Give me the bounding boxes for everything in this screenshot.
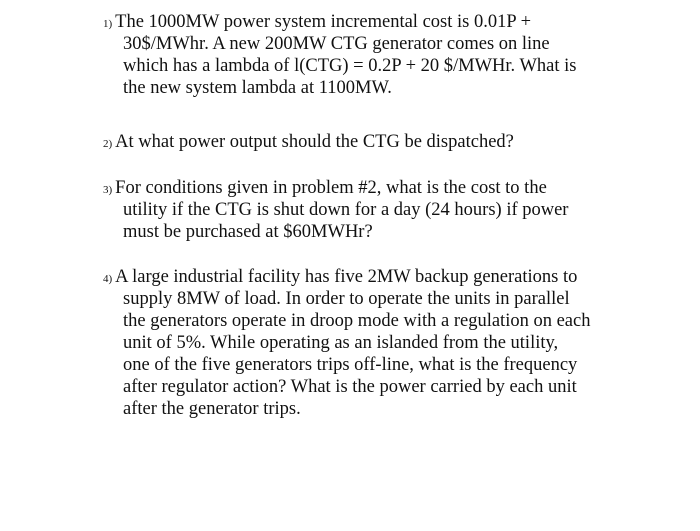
problem-number: 2) [103, 138, 113, 150]
problem-4-line-6: after regulator action? What is the power carried by each unit [123, 377, 577, 397]
problem-4-line-2: supply 8MW of load. In order to operate the units in parallel [123, 289, 570, 309]
problem-4-line-3: the generators operate in droop mode with a regulation on each [123, 311, 591, 331]
problem-text: For conditions given in problem #2, what is the cost to the [115, 178, 547, 198]
problem-4-line-5: one of the five generators trips off-line, what is the frequency [123, 355, 578, 375]
problem-4 [103, 266, 663, 420]
problem-number: 1) [103, 18, 113, 30]
problem-1-line-4: the new system lambda at 1100MW. [123, 78, 392, 98]
problem-1-line-3: which has a lambda of l(CTG) = 0.2P + 20 $/MWHr. What is [123, 56, 577, 76]
problem-3-line-1 [103, 177, 663, 199]
problem-text: At what power output should the CTG be dispatched? [115, 132, 514, 152]
problem-4-line-1 [103, 266, 663, 288]
problem-1-line-2: 30$/MWhr. A new 200MW CTG generator comes on line [123, 34, 550, 54]
problem-3-line-2: utility if the CTG is shut down for a day (24 hours) if power [123, 200, 569, 220]
problem-text: The 1000MW power system incremental cost is 0.01P + [115, 12, 531, 32]
problem-3 [103, 177, 663, 243]
problem-3-line-3: must be purchased at $60MWHr? [123, 222, 373, 242]
problem-4-line-4: unit of 5%. While operating as an islanded from the utility, [123, 333, 559, 353]
problem-4-line-7: after the generator trips. [123, 399, 301, 419]
problem-2 [103, 131, 663, 153]
problem-number: 4) [103, 273, 113, 285]
problem-1-line-1 [103, 11, 663, 33]
problem-number: 3) [103, 184, 113, 196]
problem-2-line-1 [103, 131, 663, 153]
problem-1 [103, 11, 663, 99]
problem-text: A large industrial facility has five 2MW backup generations to [115, 267, 578, 287]
